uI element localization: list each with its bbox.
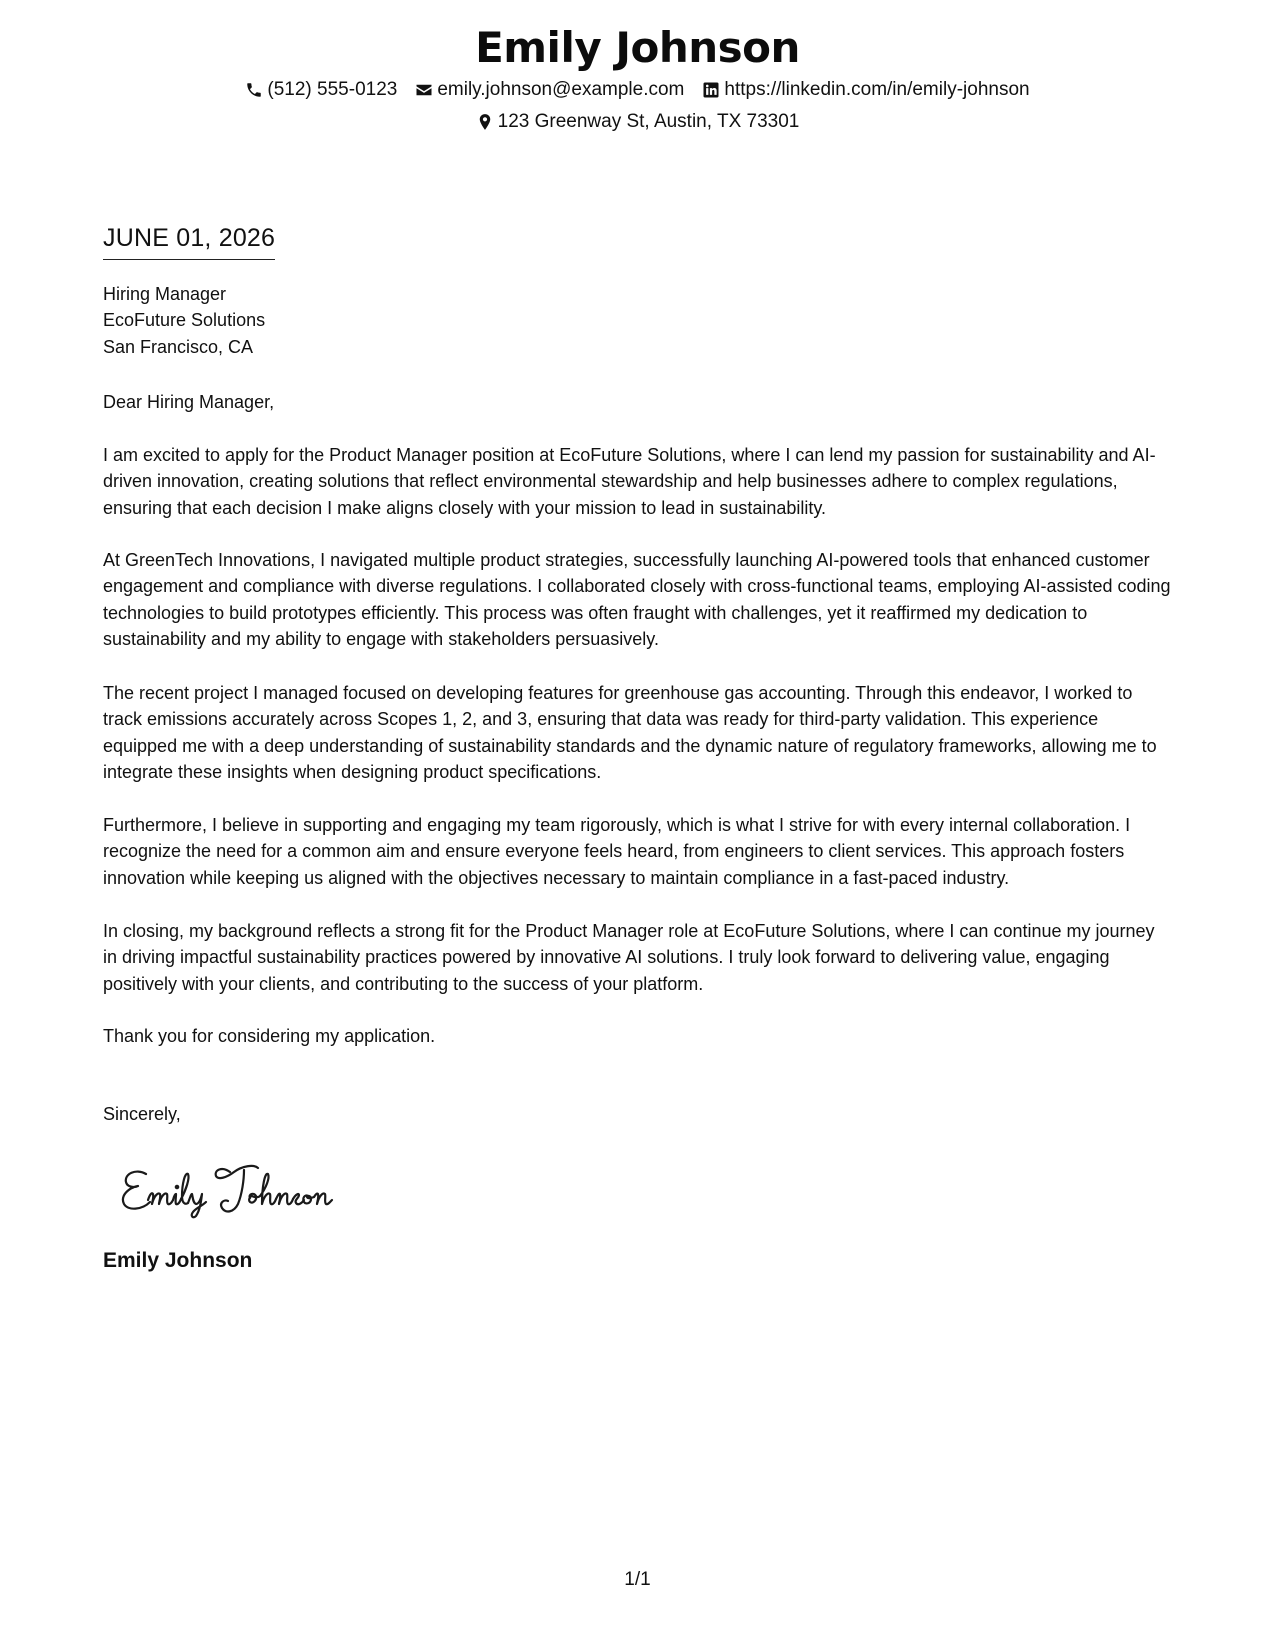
contact-address — [476, 106, 800, 138]
body-paragraph-5: In closing, my background reflects a strong fit for the Product Manager role at EcoFuture Solutions, where I can continue my journey in driving impactful sustainability practices powered by innovative AI solutions. I truly look forward to delivering value, engaging positively with your clients, and contributing to the success of your platform. — [103, 921, 1155, 994]
applicant-name: Emily Johnson — [475, 23, 800, 72]
body-paragraph-3: The recent project I managed focused on developing features for greenhouse gas accounting. Through this endeavor, I worked to track emissions accurately across Scopes 1, 2, and 3, ensuring that data was ready for third-party validation. This experience equipped me with a deep understanding of sustainability standards and the dynamic nature of regulatory frameworks, allowing me to integrate these insights when designing product specifications. — [103, 683, 1157, 782]
recipient-location: San Francisco, CA — [103, 336, 254, 357]
recipient-title: Hiring Manager — [103, 284, 227, 304]
contact-phone — [245, 74, 397, 106]
contact-linkedin — [702, 74, 1029, 106]
recipient-company: EcoFuture Solutions — [103, 310, 266, 331]
body-paragraph-1: I am excited to apply for the Product Manager position at EcoFuture Solutions, where I can lend my passion for sustainability and AI-driven innovation, creating solutions that reflect environmental stewardship and help businesses adhere to complex regulations, ensuring that each decision I make aligns closely with your mission to lead in sustainability. — [103, 445, 1156, 518]
closing-line: Sincerely, — [103, 1104, 181, 1124]
letter-date: JUNE 01, 2026 — [103, 221, 275, 260]
handwritten-signature — [118, 1150, 358, 1220]
email-address: emily.johnson@example.com — [437, 79, 685, 100]
salutation: Dear Hiring Manager, — [103, 392, 275, 412]
linkedin-url[interactable]: https://linkedin.com/in/emily-johnson — [724, 79, 1030, 100]
body-paragraph-4: Furthermore, I believe in supporting and engaging my team rigorously, which is what I strive for with every internal collaboration. I recognize the need for a common aim and ensure everyone feels heard, from engineers to client services. This approach fosters innovation while keeping us aligned with the objectives necessary to maintain compliance in a fast-paced industry. — [103, 815, 1131, 888]
address-row — [0, 106, 1275, 138]
body-paragraph-2: At GreenTech Innovations, I navigated multiple product strategies, successfully launching AI-powered tools that enhanced customer engagement and compliance with diverse regulations. I collaborated closely with cross-functional teams, employing AI-assisted coding technologies to build prototypes efficiently. This process was often fraught with challenges, yet it reaffirmed my dedication to sustainability and my ability to engage with stakeholders persuasively. — [103, 550, 1171, 649]
contact-email — [415, 74, 684, 106]
envelope-icon — [415, 81, 433, 99]
recipient-block — [103, 281, 1173, 360]
page-number: 1/1 — [624, 1569, 651, 1590]
signer-name: Emily Johnson — [103, 1249, 253, 1272]
phone-number: (512) 555-0123 — [267, 79, 398, 100]
street-address: 123 Greenway St, Austin, TX 73301 — [497, 111, 800, 132]
contact-row — [0, 74, 1275, 106]
letter-date-block — [103, 221, 275, 260]
phone-icon — [245, 81, 263, 99]
linkedin-icon — [702, 81, 720, 99]
thanks-line: Thank you for considering my application. — [103, 1026, 436, 1046]
map-pin-icon — [476, 113, 494, 131]
letter-header — [0, 22, 1275, 138]
